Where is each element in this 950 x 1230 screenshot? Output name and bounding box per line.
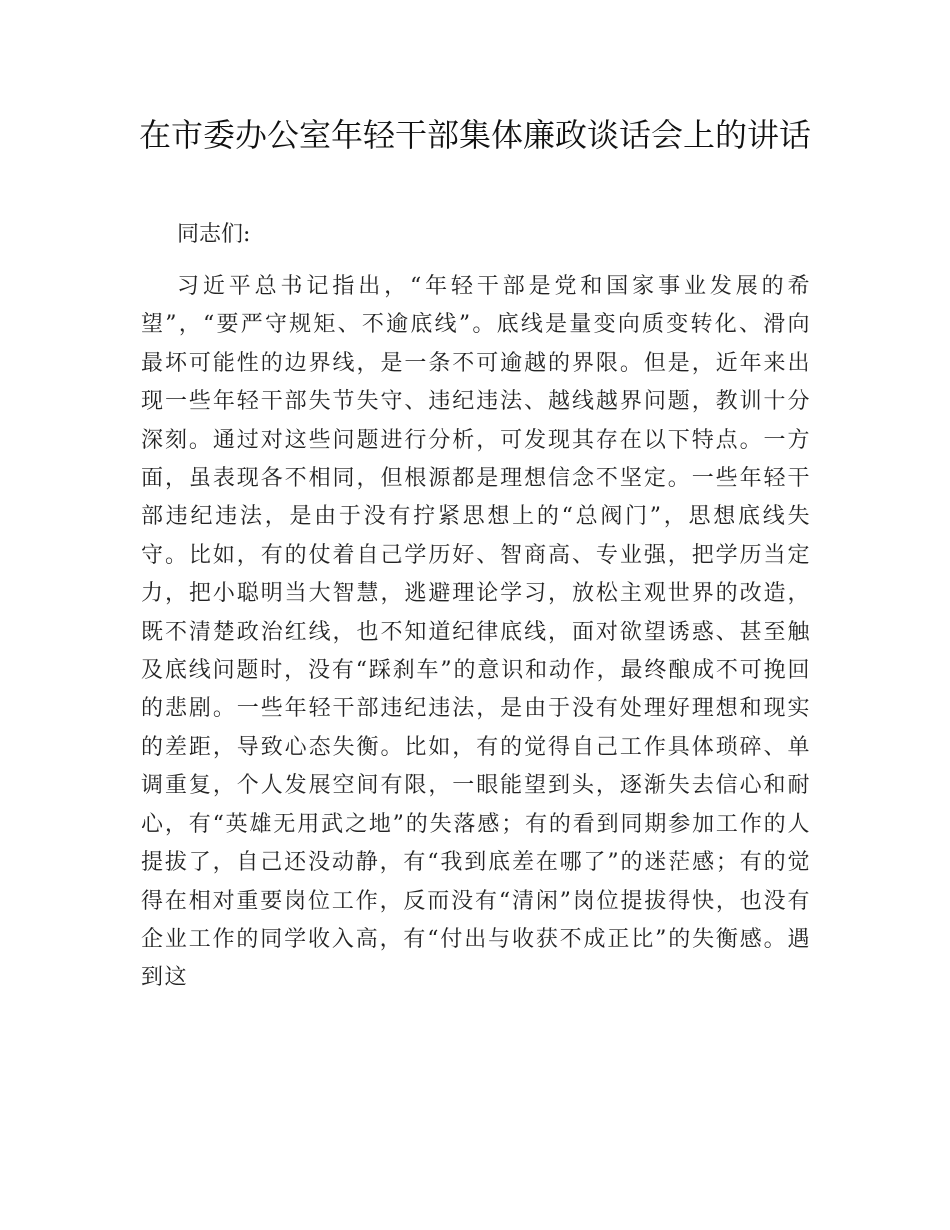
document-title: 在市委办公室年轻干部集体廉政谈话会上的讲话 bbox=[138, 116, 811, 154]
body-paragraph: 习近平总书记指出，“年轻干部是党和国家事业发展的希望”，“要严守规矩、不逾底线”。底线是量变向质变转化、滑向最坏可能性的边界线，是一条不可逾越的界限。但是，近年来出现一些年轻干部失节失守、违纪违法、越线越界问题，教训十分深刻。通过对这些问题进行分析，可发现其存在以下特点。一方面，虽表现各不相同，但根源都是理想信念不坚定。一些年轻干部违纪违法，是由于没有拧紧思想上的“总阀门”，思想底线失守。比如，有的仗着自己学历好、智商高、专业强，把学历当定力，把小聪明当大智慧，逃避理论学习，放松主观世界的改造，既不清楚政治红线，也不知道纪律底线，面对欲望诱惑、甚至触及底线问题时，没有“踩刹车”的意识和动作，最终酿成不可挽回的悲剧。一些年轻干部违纪违法，是由于没有处理好理想和现实的差距，导致心态失衡。比如，有的觉得自己工作具体琐碎、单调重复，个人发展空间有限，一眼能望到头，逐渐失去信心和耐心，有“英雄无用武之地”的失落感；有的看到同期参加工作的人提拔了，自己还没动静，有“我到底差在哪了”的迷茫感；有的觉得在相对重要岗位工作，反而没有“清闲”岗位提拔得快，也没有企业工作的同学收入高，有“付出与收获不成正比”的失衡感。遇到这 bbox=[141, 274, 811, 991]
salutation: 同志们: bbox=[177, 222, 251, 247]
